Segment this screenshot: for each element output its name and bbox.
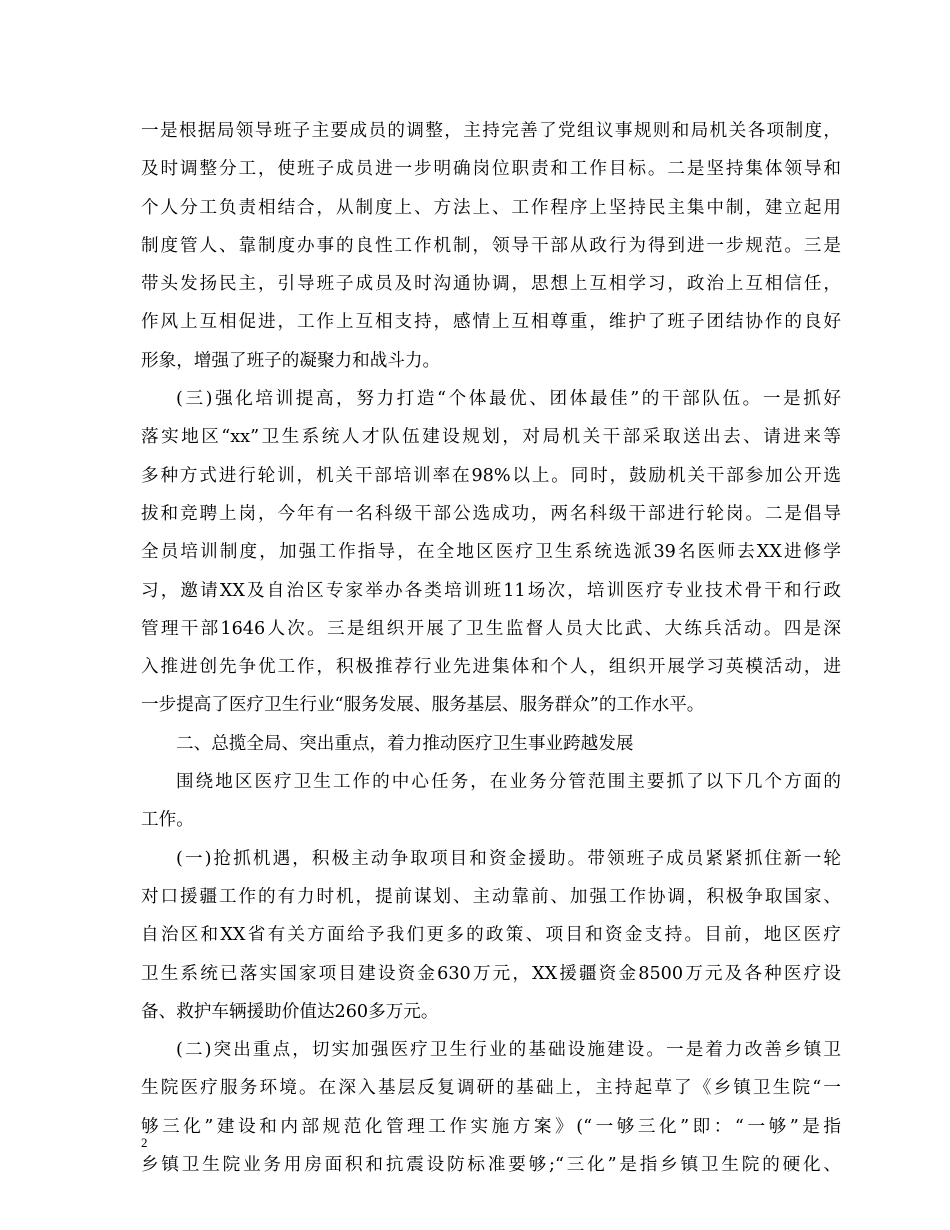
text-line: 及时调整分工，使班子成员进一步明确岗位职责和工作目标。二是坚持集体领导和 [141, 159, 841, 180]
text-line: 乡镇卫生院业务用房面积和抗震设防标准要够;“三化”是指乡镇卫生院的硬化、 [141, 1155, 841, 1176]
text-line: 多种方式进行轮训，机关干部培训率在98%以上。同时，鼓励机关干部参加公开选 [141, 465, 841, 486]
text-line: 对口援疆工作的有力时机，提前谋划、主动靠前、加强工作协调，积极争取国家、 [141, 886, 841, 907]
text-line: 管理干部1646人次。三是组织开展了卫生监督人员大比武、大练兵活动。四是深 [141, 618, 841, 639]
text-line: 落实地区“xx”卫生系统人才队伍建设规划，对局机关干部采取送出去、请进来等 [141, 427, 841, 448]
text-line: 带头发扬民主，引导班子成员及时沟通协调，思想上互相学习，政治上互相信任， [141, 274, 841, 295]
text-line: 备、救护车辆援助价值达260多万元。 [141, 1001, 439, 1022]
text-line: 拔和竞聘上岗，今年有一名科级干部公选成功，两名科级干部进行轮岗。二是倡导 [141, 503, 841, 524]
text-line: (二)突出重点，切实加强医疗卫生行业的基础设施建设。一是着力改善乡镇卫 [176, 1040, 841, 1061]
text-line: 工作。 [141, 810, 194, 831]
document-body [141, 112, 841, 1184]
text-lines [141, 112, 841, 1184]
page-number: 2 [141, 1135, 148, 1150]
text-line: 二、总揽全局、突出重点，着力推动医疗卫生事业跨越发展 [176, 733, 634, 754]
text-line: 卫生系统已落实国家项目建设资金630万元，XX援疆资金8500万元及各种医疗设 [141, 963, 841, 984]
text-line: 习，邀请XX及自治区专家举办各类培训班11场次，培训医疗专业技术骨干和行政 [141, 580, 841, 601]
text-line: 自治区和XX省有关方面给予我们更多的政策、项目和资金支持。目前，地区医疗 [141, 925, 841, 946]
text-line: 制度管人、靠制度办事的良性工作机制，领导干部从政行为得到进一步规范。三是 [141, 235, 841, 256]
text-line: 形象，增强了班子的凝聚力和战斗力。 [141, 350, 441, 371]
text-line: 生院医疗服务环境。在深入基层反复调研的基础上，主持起草了《乡镇卫生院“一 [141, 1078, 841, 1099]
text-line: 入推进创先争优工作，积极推荐行业先进集体和个人，组织开展学习英模活动，进 [141, 657, 841, 678]
text-line: 一是根据局领导班子主要成员的调整，主持完善了党组议事规则和局机关各项制度， [141, 121, 841, 141]
text-line: 围绕地区医疗卫生工作的中心任务，在业务分管范围主要抓了以下几个方面的 [176, 772, 841, 793]
text-line: 够三化”建设和内部规范化管理工作实施方案》(“一够三化”即：“一够”是指 [141, 1116, 841, 1137]
text-line: 全员培训制度，加强工作指导，在全地区医疗卫生系统选派39名医师去XX进修学 [141, 542, 841, 563]
text-line: 作风上互相促进，工作上互相支持，感情上互相尊重，维护了班子团结协作的良好 [141, 312, 841, 333]
text-line: 一步提高了医疗卫生行业“服务发展、服务基层、服务群众”的工作水平。 [141, 695, 705, 716]
text-line: (一)抢抓机遇，积极主动争取项目和资金援助。带领班子成员紧紧抓住新一轮 [176, 848, 841, 869]
text-line: (三)强化培训提高，努力打造“个体最优、团体最佳”的干部队伍。一是抓好 [176, 389, 841, 410]
text-line: 个人分工负责相结合，从制度上、方法上、工作程序上坚持民主集中制，建立起用 [141, 197, 841, 218]
